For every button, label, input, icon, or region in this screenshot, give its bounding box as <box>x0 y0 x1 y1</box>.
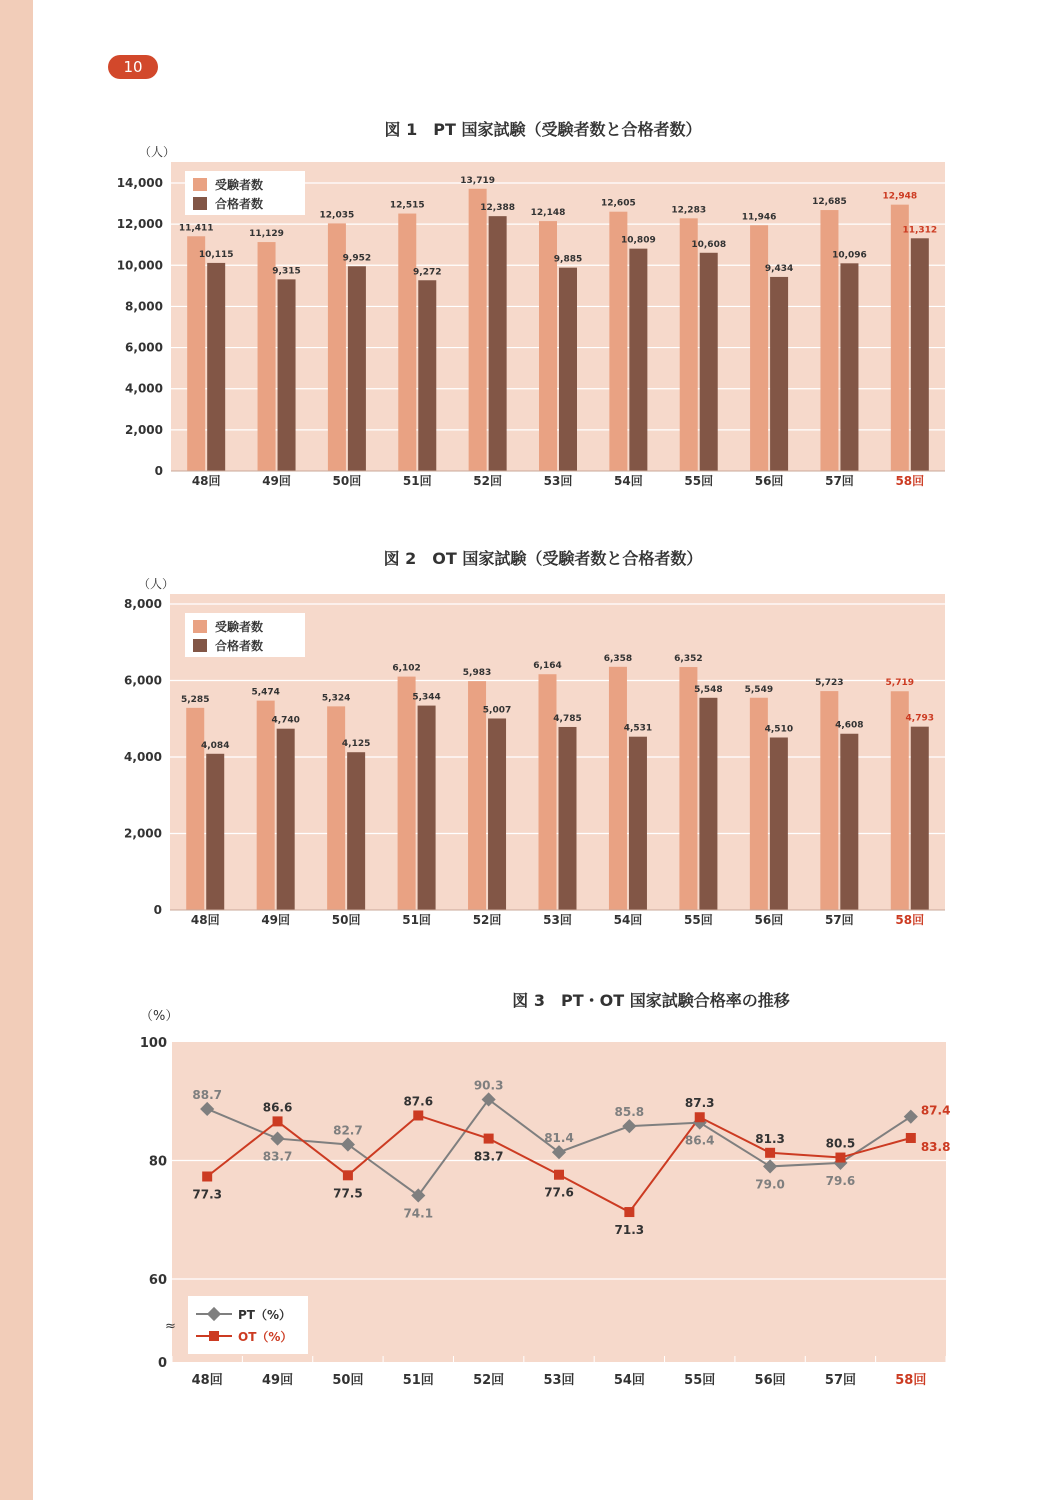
data-label: 12,035 <box>319 210 355 221</box>
ot-marker <box>484 1134 494 1144</box>
x-tick-label: 58回 <box>895 1373 927 1388</box>
data-label: 12,148 <box>530 208 566 219</box>
bar-applicants <box>186 708 204 910</box>
y-tick-label: 6,000 <box>124 673 162 688</box>
bar-passers <box>559 727 577 910</box>
bar-applicants <box>257 701 275 910</box>
pass-rate-line-chart <box>0 1000 1063 1400</box>
data-label: 5,285 <box>180 694 210 705</box>
x-tick-label: 54回 <box>613 913 643 927</box>
x-tick-label: 58回 <box>895 913 925 927</box>
data-label: 9,952 <box>342 253 372 264</box>
bar-passers <box>770 737 788 910</box>
x-tick-label: 56回 <box>754 474 784 488</box>
data-label: 9,315 <box>272 266 301 277</box>
y-tick-label: 80 <box>148 1154 167 1170</box>
ot-marker <box>273 1116 283 1126</box>
data-label: 6,164 <box>533 661 562 672</box>
y-tick-label: 60 <box>148 1273 167 1288</box>
data-label: 4,510 <box>764 724 794 735</box>
ot-data-label: 77.5 <box>333 1186 363 1201</box>
y-tick-label: 0 <box>153 903 162 917</box>
data-label: 9,272 <box>413 267 442 278</box>
bar-applicants <box>187 236 205 471</box>
x-tick-label: 55回 <box>684 474 714 488</box>
y-tick-label: 0 <box>157 1356 167 1371</box>
figure-1-title: 図 1 PT 国家試験（受験者数と合格者数） <box>384 120 702 139</box>
y-tick-label: 2,000 <box>125 422 163 437</box>
x-tick-label: 52回 <box>472 913 502 927</box>
data-label: 4,740 <box>271 715 300 726</box>
x-tick-label: 57回 <box>825 474 854 488</box>
legend-label: 受験者数 <box>215 620 264 634</box>
y-tick-label: 12,000 <box>116 217 163 232</box>
ot-data-label: 86.6 <box>262 1100 293 1115</box>
data-label: 11,411 <box>178 223 214 234</box>
y-tick-label: 100 <box>139 1036 167 1051</box>
x-tick-label: 53回 <box>543 474 573 488</box>
data-label: 10,809 <box>620 235 656 246</box>
data-label: 5,007 <box>482 705 512 716</box>
data-label: 4,608 <box>835 720 864 731</box>
data-label: 4,531 <box>623 723 653 734</box>
x-tick-label: 49回 <box>262 474 291 488</box>
x-tick-label: 54回 <box>614 474 643 488</box>
y-axis-unit: （人） <box>139 145 176 159</box>
ot-marker <box>906 1133 916 1143</box>
data-label: 10,115 <box>198 249 234 260</box>
bar-passers <box>418 280 436 471</box>
pt-data-label: 79.0 <box>755 1177 785 1192</box>
figure-2-title: 図 2 OT 国家試験（受験者数と合格者数） <box>383 549 703 568</box>
y-tick-label: 2,000 <box>124 826 162 841</box>
ot-marker <box>695 1112 705 1122</box>
x-tick-label: 52回 <box>473 474 502 488</box>
pt-data-label: 88.7 <box>192 1087 222 1102</box>
bar-passers <box>911 238 929 471</box>
y-axis-unit: （人） <box>138 577 175 591</box>
data-label: 9,885 <box>553 254 583 265</box>
data-label: 12,605 <box>600 198 636 209</box>
legend-label: OT（%） <box>238 1330 293 1344</box>
legend-swatch <box>193 639 207 652</box>
data-label: 12,283 <box>671 205 707 216</box>
x-tick-label: 49回 <box>261 913 291 927</box>
bar-passers <box>559 268 577 471</box>
bar-passers <box>347 752 365 910</box>
x-tick-label: 49回 <box>261 1373 294 1388</box>
y-tick-label: 10,000 <box>116 258 163 273</box>
x-tick-label: 57回 <box>824 1373 857 1388</box>
x-tick-label: 50回 <box>332 474 362 488</box>
data-label: 12,515 <box>389 200 425 211</box>
ot-marker <box>624 1207 634 1217</box>
ot-marker <box>554 1170 564 1180</box>
pt-data-label: 86.4 <box>684 1133 715 1148</box>
data-label: 4,785 <box>553 713 582 724</box>
x-tick-label: 51回 <box>402 1373 434 1388</box>
data-label: 12,685 <box>812 197 847 208</box>
bar-applicants <box>891 691 909 910</box>
ot-data-label: 71.3 <box>614 1223 645 1238</box>
x-tick-label: 50回 <box>331 913 361 927</box>
data-label: 6,358 <box>603 653 633 664</box>
x-tick-label: 56回 <box>754 1373 786 1388</box>
x-tick-label: 58回 <box>895 474 925 488</box>
y-tick-label: 0 <box>154 464 163 478</box>
ot-data-label: 77.6 <box>544 1185 574 1200</box>
data-label: 5,474 <box>251 687 280 698</box>
y-tick-label: 14,000 <box>116 176 163 190</box>
pt-data-label: 83.7 <box>262 1149 293 1164</box>
x-tick-label: 54回 <box>613 1373 645 1388</box>
figure-3-title: 図 3 PT・OT 国家試験合格率の推移 <box>512 991 790 1010</box>
bar-applicants <box>327 706 345 910</box>
axis-break-mark: ≈ <box>165 1319 176 1334</box>
bar-applicants <box>258 242 276 471</box>
ot-marker <box>343 1170 353 1180</box>
bar-applicants <box>539 674 557 910</box>
data-label: 11,312 <box>902 225 938 236</box>
ot-marker <box>765 1148 775 1158</box>
data-label: 13,719 <box>460 175 496 186</box>
data-label: 4,125 <box>341 739 371 750</box>
data-label: 5,324 <box>321 693 351 704</box>
legend-label: PT（%） <box>238 1308 292 1322</box>
pt-data-label: 90.3 <box>473 1078 504 1093</box>
data-label: 12,948 <box>882 191 918 202</box>
x-tick-label: 57回 <box>824 913 854 927</box>
data-label: 11,129 <box>249 229 284 240</box>
ot-marker <box>835 1153 845 1163</box>
y-tick-label: 8,000 <box>124 597 162 611</box>
ot-marker <box>202 1171 212 1181</box>
ot-data-label: 77.3 <box>192 1187 222 1202</box>
data-label: 5,549 <box>744 684 774 695</box>
y-tick-label: 4,000 <box>125 381 163 396</box>
bar-applicants <box>820 210 838 471</box>
x-tick-label: 51回 <box>402 474 432 488</box>
bar-passers <box>911 727 929 910</box>
ot-legend-marker <box>209 1331 219 1341</box>
bar-applicants <box>609 212 627 471</box>
data-label: 5,723 <box>815 678 844 689</box>
bar-applicants <box>891 205 909 471</box>
data-label: 6,352 <box>674 654 703 665</box>
y-tick-label: 4,000 <box>124 750 162 764</box>
bar-passers <box>278 279 296 471</box>
data-label: 12,388 <box>480 203 516 214</box>
legend-label: 受験者数 <box>215 178 264 192</box>
data-label: 10,608 <box>691 239 727 250</box>
page-number-badge: 10 <box>108 55 158 79</box>
bar-passers <box>348 266 366 471</box>
pt-data-label: 81.4 <box>544 1131 574 1146</box>
ot-exam-bar-chart <box>0 570 1063 940</box>
data-label: 4,793 <box>905 713 935 724</box>
bar-passers <box>629 737 647 910</box>
data-label: 9,434 <box>764 263 794 274</box>
data-label: 10,096 <box>832 250 867 261</box>
bar-applicants <box>609 667 627 910</box>
ot-data-label: 87.3 <box>684 1096 715 1111</box>
bar-passers <box>207 263 225 471</box>
data-label: 5,983 <box>462 668 492 679</box>
legend-swatch <box>193 178 207 191</box>
bar-passers <box>699 698 717 910</box>
legend-label: 合格者数 <box>215 639 264 653</box>
x-tick-label: 48回 <box>191 474 221 488</box>
data-label: 5,719 <box>885 678 915 689</box>
bar-applicants <box>680 218 698 471</box>
x-tick-label: 53回 <box>543 1373 575 1388</box>
y-tick-label: 6,000 <box>125 340 163 355</box>
bar-passers <box>277 729 295 910</box>
ot-data-label: 87.6 <box>403 1094 434 1109</box>
bar-passers <box>489 216 507 471</box>
bar-applicants <box>469 189 487 471</box>
pt-data-label: 79.6 <box>825 1173 856 1188</box>
x-tick-label: 48回 <box>191 1373 223 1388</box>
x-tick-label: 55回 <box>684 1373 716 1388</box>
pt-exam-bar-chart <box>0 140 1063 510</box>
ot-data-label: 83.8 <box>920 1139 951 1154</box>
bar-passers <box>840 734 858 910</box>
bar-applicants <box>750 225 768 471</box>
bar-passers <box>700 253 718 471</box>
ot-marker <box>413 1110 423 1120</box>
bar-passers <box>629 249 647 471</box>
bar-passers <box>418 706 436 910</box>
data-label: 5,344 <box>412 692 441 703</box>
bar-passers <box>770 277 788 471</box>
legend-box <box>188 1296 308 1354</box>
y-axis-unit: （%） <box>140 1009 179 1024</box>
bar-passers <box>488 718 506 910</box>
x-tick-label: 50回 <box>332 1373 364 1388</box>
x-tick-label: 53回 <box>543 913 572 927</box>
pt-data-label: 74.1 <box>403 1206 434 1221</box>
bar-applicants <box>398 214 416 471</box>
data-label: 11,946 <box>741 212 777 223</box>
ot-data-label: 80.5 <box>825 1136 856 1151</box>
legend-swatch <box>193 197 207 210</box>
ot-data-label: 83.7 <box>473 1149 504 1164</box>
pt-data-label: 87.4 <box>920 1103 951 1118</box>
x-tick-label: 48回 <box>190 913 220 927</box>
y-tick-label: 8,000 <box>125 299 163 314</box>
pt-data-label: 82.7 <box>333 1123 363 1138</box>
bar-applicants <box>679 667 697 910</box>
pt-data-label: 85.8 <box>614 1105 645 1120</box>
x-tick-label: 56回 <box>754 913 784 927</box>
data-label: 4,084 <box>200 740 230 751</box>
bar-passers <box>206 754 224 910</box>
data-label: 6,102 <box>392 663 421 674</box>
x-tick-label: 51回 <box>402 913 431 927</box>
legend-label: 合格者数 <box>215 197 264 211</box>
bar-passers <box>840 263 858 471</box>
data-label: 5,548 <box>694 684 723 695</box>
bar-applicants <box>398 677 416 910</box>
x-tick-label: 52回 <box>473 1373 505 1388</box>
x-tick-label: 55回 <box>684 913 713 927</box>
legend-swatch <box>193 620 207 633</box>
ot-data-label: 81.3 <box>755 1131 785 1146</box>
